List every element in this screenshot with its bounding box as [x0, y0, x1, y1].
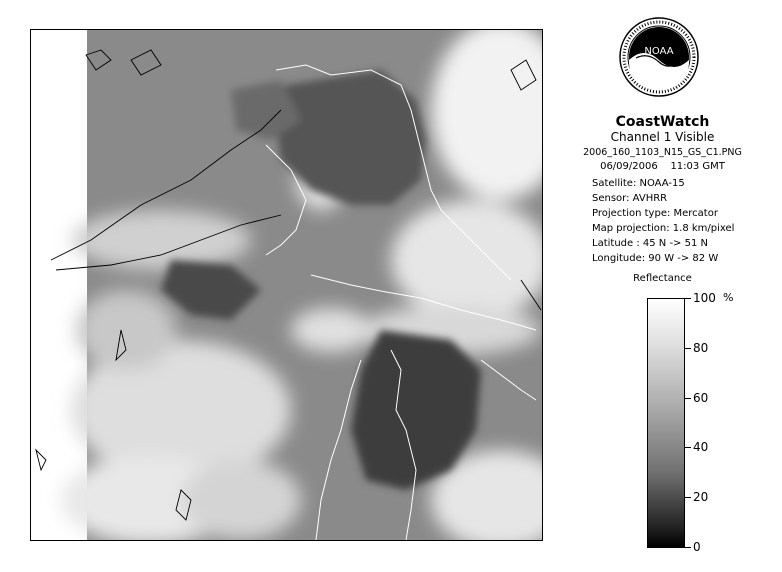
- colorbar-tick: [685, 547, 691, 548]
- satellite-image: [30, 29, 543, 541]
- brand-title: CoastWatch: [615, 114, 710, 130]
- legend-title: Reflectance: [633, 273, 692, 284]
- colorbar-tick-label: 0: [693, 540, 701, 554]
- longitude-label: Longitude: 90 W -> 82 W: [592, 253, 719, 264]
- colorbar-tick: [685, 497, 691, 498]
- colorbar-tick-label: 40: [693, 440, 709, 455]
- satellite-label: Satellite: NOAA-15: [592, 178, 685, 189]
- colorbar-tick-label: 20: [693, 490, 709, 505]
- date-label: 06/09/2006: [600, 161, 658, 172]
- satellite-image-svg: [31, 30, 542, 540]
- colorbar-tick-label: 80: [693, 340, 709, 355]
- colorbar-tick: [685, 298, 691, 299]
- date-time: [560, 160, 765, 173]
- colorbar-tick-label: 100: [693, 291, 716, 305]
- sensor-label: Sensor: AVHRR: [592, 193, 668, 204]
- filename-label: 2006_160_1103_N15_GS_C1.PNG: [583, 147, 742, 158]
- colorbar-tick: [685, 398, 691, 399]
- legend-unit: %: [723, 291, 734, 304]
- noaa-logo-text: NOAA: [644, 46, 674, 57]
- noaa-logo: [618, 16, 700, 98]
- projection-type-label: Projection type: Mercator: [592, 208, 718, 219]
- channel-label: Channel 1 Visible: [610, 130, 715, 144]
- time-label: 11:03 GMT: [670, 161, 725, 172]
- colorbar-tick-label: 60: [693, 390, 709, 405]
- map-projection-label: Map projection: 1.8 km/pixel: [592, 223, 735, 234]
- latitude-label: Latitude : 45 N -> 51 N: [592, 238, 708, 249]
- colorbar: [647, 298, 685, 548]
- colorbar-tick: [685, 348, 691, 349]
- colorbar-tick: [685, 447, 691, 448]
